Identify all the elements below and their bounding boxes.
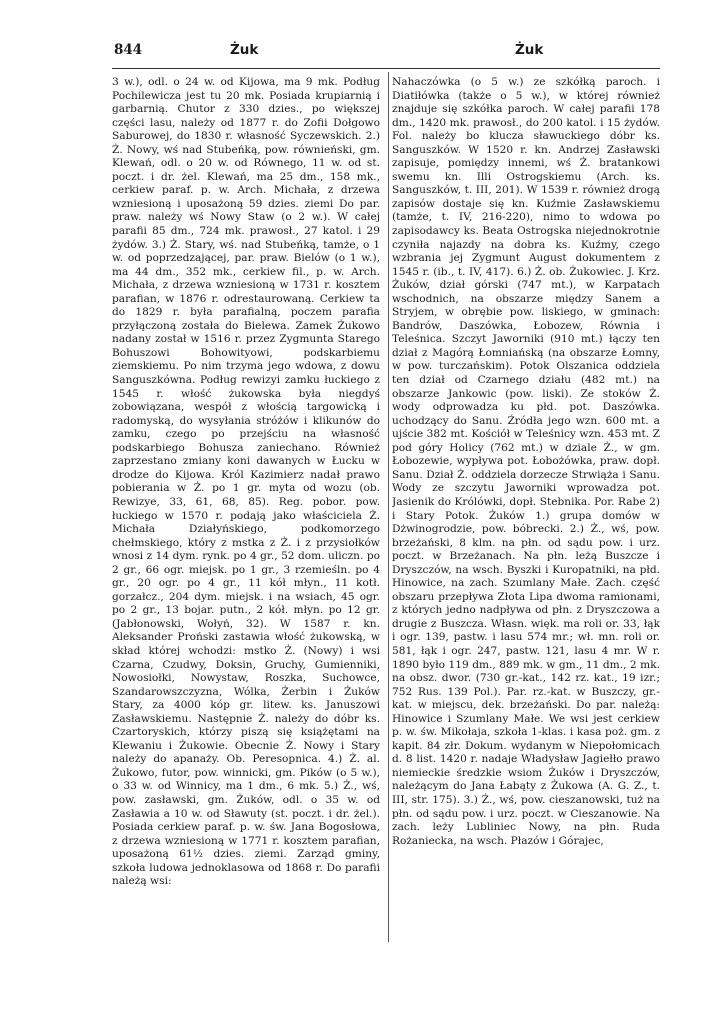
page-header xyxy=(110,38,660,62)
running-head-left: Żuk xyxy=(230,42,259,58)
column-divider xyxy=(388,72,389,942)
page-number: 844 xyxy=(114,42,143,58)
right-column-text: Nahaczówka (o 5 w.) ze szkółką paroch. i Diatiłówka (także o 5 w.), w której również znajduje się szkółka paroch. W całej parafii 178 dm., 1420 mk. prawosł., do 200 katol. i 15 żydów. Fol. należy bo klucza sławuckiego dóbr ks. Sanguszków. W 1520 r. kn. Andrzej Zasławski zapisuje, pomiędzy innemi, wś Ż. bratankowi swemu kn. Illi Ostrogskiemu (Arch. ks. Sanguszków, t. III, 201). W 1539 r. również drogą zapisów dostaje się kn. Kuźmie Zasławskiemu (tamże, t. IV, 216-220), nimo to wdowa po zapisodawcy ks. Beata Ostrogska niejednokrotnie czyniła najazdy na dobra ks. Kuźmy, czego wzbrania jej Zygmunt August dokumentem z 1545 r. (ib., t. IV, 417). 6.) Ż. ob. Żukowiec. J. Krz. Żuków, dział górski (747 mt.), w Karpatach wschodnich, na obszarze między Sanem a Stryjem, w obrębie pow. liskiego, w gminach: Bandrów, Daszówka, Łobozew, Równia i Teleśnica. Szczyt Jaworniki (910 mt.) łączy ten dział z Magórą Łomniańską (na obszarze Łomny, w pow. turczańskim). Potok Olszanica oddziela ten dział od Czarnego działu (482 mt.) na obszarze Jankowic (pow. liski). Ze stoków Ż. wody odprowadza ku płd. pot. Daszówka. uchodzący do Sanu. Źródła jego wzn. 600 mt. a ujście 382 mt. Kościół w Teleśnicy wzn. 453 mt. Z pod góry Holicy (762 mt.) w dziale Ż., w gm. Łobozewie, wypływa pot. Łobożówka, praw. dopł. Sanu. Dział Ż. oddziela dorzecze Strwiąża i Sanu. Wody ze szczytu Jaworniki wprowadza pot. Jasienik do Królówki, dopł. Stebnika. Por. Rabe 2) i Stary Potok. Żuków 1.) grupa domów w Dżwinogrodzie, pow. bóbrecki. 2.) Ż., wś, pow. brzeżański, 8 klm. na płn. od sądu pow. i urz. poczt. w Brzeżanach. Na płn. leżą Buszcze i Dryszczów, na wsch. Byszki i Kuropatniki, na płd. Hinowice, na zach. Szumlany Małe. Zach. część obszaru przepływa Złota Lipa dwoma ramionami, z których jedno nadpływa od płn. z Dryszczowa a drugie z Buszcza. Własn. więk. ma roli or. 33, łąk i ogr. 139, pastw. i lasu 574 mr.; wł. mn. roli or. 581, łąk i ogr. 247, pastw. 121, lasu 4 mr. W r. 1890 było 119 dm., 889 mk. w gm., 11 dm., 2 mk. na obsz. dwor. (730 gr.-kat., 142 rz. kat., 19 izr.; 752 Rus. 139 Pol.). Par. rz.-kat. w Buszczy, gr.-kat. w miejscu, dek. brzeżański. Do par. należą: Hinowice i Szumlany Małe. We wsi jest cerkiew p. w. św. Mikołaja, szkoła 1-klas. i kasa poż. gm. z kapit. 84 złr. Dokum. wydanym w Niepołomicach d. 8 list. 1420 r. nadaje Władysław Jagiełło prawo niemieckie średzkie wsiom Żuków i Dryszczów, należącym do Jana Łabąty z Żukowa (A. G. Z., t. III, str. 175). 3.) Ż., wś, pow. cieszanowski, tuż na płn. od sądu pow. i urz. poczt. w Cieszanowie. Na zach. leży Lubliniec Nowy, na płn. Ruda Rożaniecka, na wsch. Płazów i Górajec, xyxy=(392,76,660,847)
left-column xyxy=(112,76,380,889)
left-column-text: 3 w.), odl. o 24 w. od Kijowa, ma 9 mk. Podług Pochilewicza jest tu 20 mk. Posiada krupiarnią i garbarnią. Chutor z 330 dzies., po większej części lasu, należy od 1877 r. do Zofii Dołgowo Saburowej, do 1830 r. własność Syczewskich. 2.) Ż. Nowy, wś nad Stubeńką, pow. równieński, gm. Klewań, odl. o 20 w. od Równego, 11 w. od st. poczt. i dr. żel. Klewań, ma 25 dm., 158 mk., cerkiew paraf. p. w. Arch. Michała, z drzewa wzniesioną i uposażoną 59 dzies. ziemi Do par. praw. należy wś Nowy Staw (o 2 w.). W całej parafii 85 dm., 724 mk. prawosł., 27 katol. i 29 żydów. 3.) Ż. Stary, wś. nad Stubeńką, tamże, o 1 w. od poprzedzającej, par. praw. Bielów (o 1 w.), ma 44 dm., 352 mk., cerkiew fil., p. w. Arch. Michała, z drzewa wzniesioną w 1731 r. kosztem parafian, w 1876 r. odrestaurowaną. Cerkiew ta do 1829 r. była parafialną, poczem parafia przyłączoną została do Bielewa. Zamek Żukowo nadany został w 1516 r. przez Zygmunta Starego Bohuszowi Bohowityowi, podskarbiemu ziemskiemu. Po nim trzyma jego wdowa, z dowu Sanguszkówna. Podług rewizyi zamku łuckiego z 1545 r. włość żukowska była niegdyś zobowiązana, wespół z włością targowicką i radomyską, do wysyłania stróżów i klikunów do zamku, czego po przejściu na własność podskarbiego Bohusza zaniechano. Również zaprzestano zmiany koni dawanych w Łucku w drodze do Kijowa. Król Kazimierz nadał prawo pobierania w Ż. po 1 gr. myta od wozu (ob. Rewizye, 33, 61, 68, 85). Reg. pobor. pow. łuckiego w 1570 r. podają jako właściciela Ż. Michała Działyńskiego, podkomorzego chełmskiego, który z mstka z Ż. i z przysiołków wnosi z 14 dym. rynk. po 4 gr., 52 dom. uliczn. po 2 gr., 66 ogr. miejsk. po 1 gr., 3 rzemieśln. po 4 gr., 20 ogr. po 4 gr., 11 kół młyn., 11 kotł. gorzałcz., 204 dym. miejsk. i na wsiach, 45 ogr. po 2 gr., 13 bojar. putn., 2 kół. młyn. po 12 gr. (Jabłonowski, Wołyń, 32). W 1587 r. kn. Aleksander Proński zastawia włość żukowską, w skład której wchodzi: mstko Ż. (Nowy) i wsi Czarna, Czudwy, Doksin, Gruchy, Gumienniki, Nowosiołki, Nowystaw, Roszka, Suchowce, Szandarowszczyzna, Wólka, Żerbin i Żuków Stary, za 4000 kóp gr. litew. ks. Januszowi Zasławskiemu. Następnie Ż. należy do dóbr ks. Czartoryskich, którzy piszą się książętami na Klewaniu i Żukowie. Obecnie Ż. Nowy i Stary należy do apanaży. Ob. Peresopnica. 4.) Ż. al. Żukowo, futor, pow. winnicki, gm. Pików (o 5 w.), o 33 w. od Winnicy, ma 1 dm., 6 mk. 5.) Ż., wś, pow. zasławski, gm. Żuków, odl. o 35 w. od Zasławia a 10 w. od Sławuty (st. poczt. i dr. żel.). Posiada cerkiew paraf. p. w. św. Jana Bogosłowa, z drzewa wzniesioną w 1771 r. kosztem parafian, uposażoną 61½ dzies. ziemi. Zarząd gminy, szkoła ludowa jednoklasowa od 1868 r. Do parafii należą wsi: xyxy=(112,76,380,888)
header-rule xyxy=(112,68,660,69)
right-column xyxy=(392,76,660,848)
running-head-right: Żuk xyxy=(515,42,544,58)
